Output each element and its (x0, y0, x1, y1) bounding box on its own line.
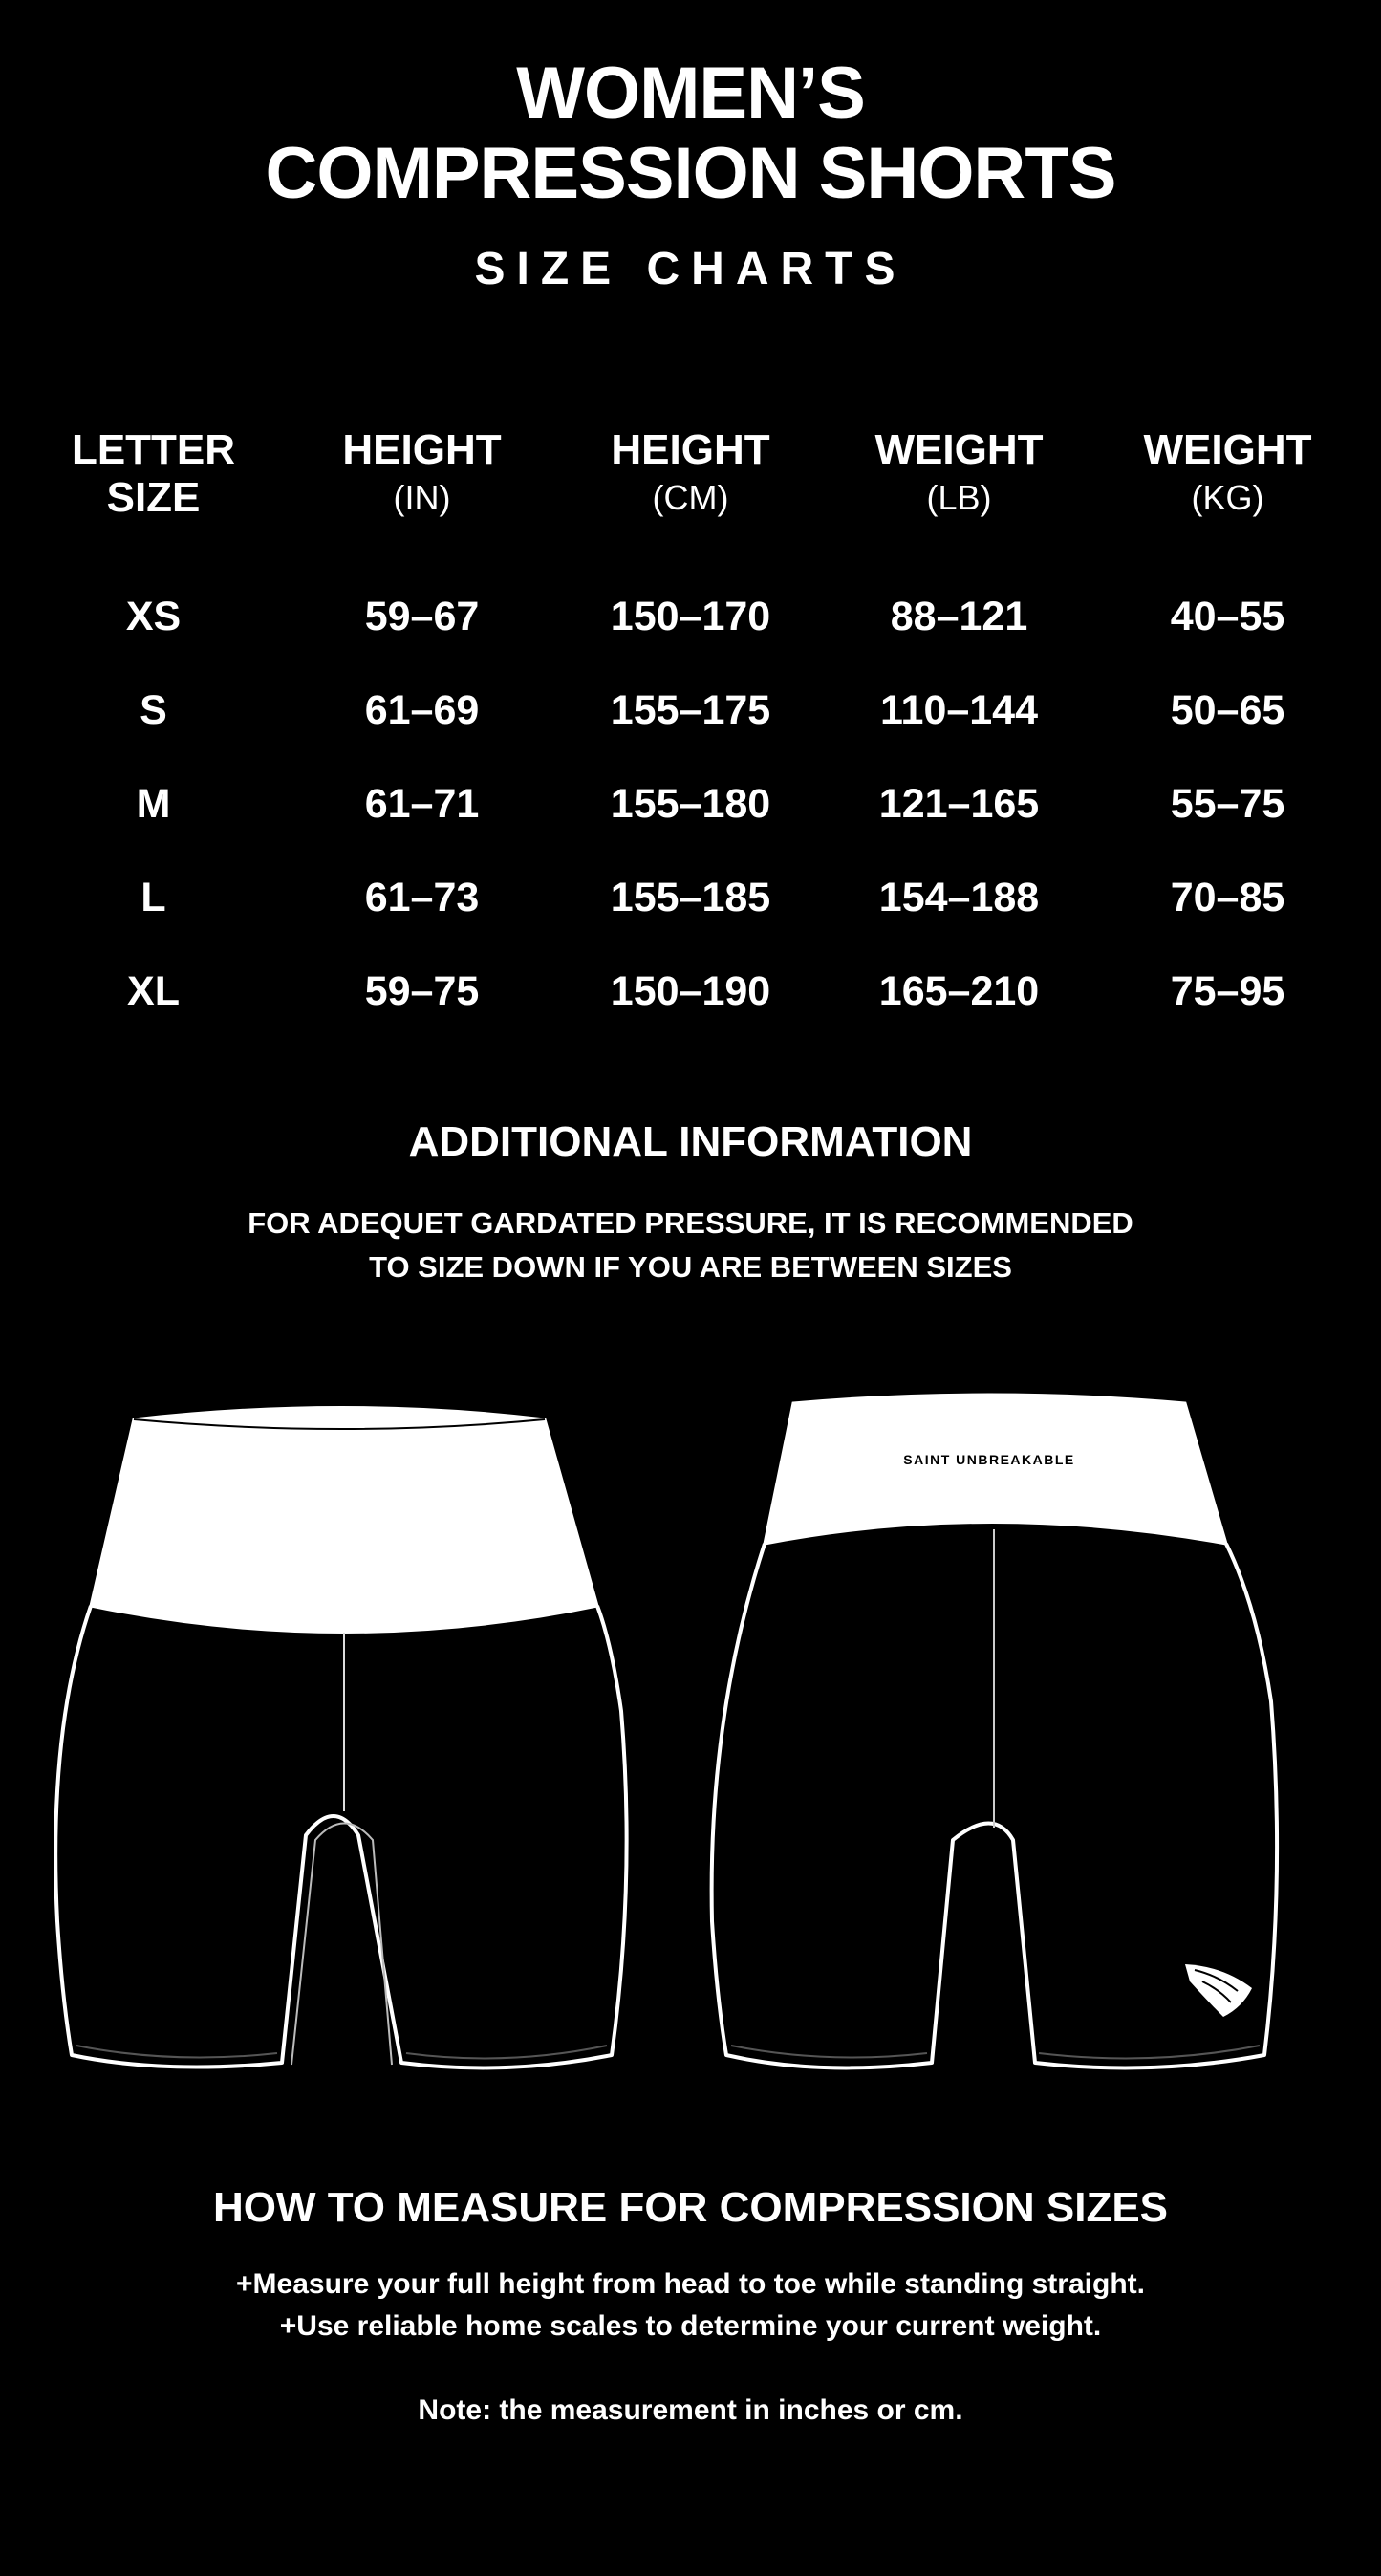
additional-info-text (0, 1201, 1381, 1289)
brand-text: SAINT UNBREAKABLE (903, 1452, 1075, 1467)
cell-height-in: 61–69 (364, 687, 480, 733)
table-row (19, 757, 1362, 851)
shorts-front-illustration (48, 1386, 650, 2093)
size-chart-table (19, 426, 1362, 1038)
back-waistband (765, 1395, 1226, 1544)
title-block (0, 54, 1381, 295)
cell-weight-lb: 88–121 (890, 594, 1028, 639)
page-subtitle: SIZE CHARTS (474, 244, 907, 294)
table-row (19, 944, 1362, 1038)
cell-weight-kg: 75–95 (1170, 968, 1285, 1014)
cell-letter-size: XL (127, 968, 180, 1014)
header-unit: (CM) (652, 478, 729, 517)
cell-weight-kg: 55–75 (1170, 781, 1285, 827)
measure-instructions (0, 2263, 1381, 2348)
cell-height-cm: 155–180 (610, 781, 771, 827)
page-title-line2: COMPRESSION SHORTS (265, 133, 1116, 214)
table-header-row (19, 426, 1362, 570)
table-row (19, 851, 1362, 944)
cell-weight-lb: 121–165 (878, 781, 1040, 827)
shorts-back-illustration (702, 1386, 1305, 2093)
header-unit: (KG) (1191, 478, 1264, 517)
cell-weight-lb: 110–144 (879, 687, 1039, 733)
cell-letter-size: XS (125, 594, 182, 639)
header-unit: (IN) (393, 478, 451, 517)
additional-info-line1: FOR ADEQUET GARDATED PRESSURE, IT IS RECOMMENDED (248, 1206, 1133, 1240)
cell-height-cm: 155–175 (610, 687, 771, 733)
cell-letter-size: M (136, 781, 171, 827)
header-label: HEIGHT (342, 426, 502, 473)
header-label: HEIGHT (611, 426, 770, 473)
header-letter-size (19, 426, 288, 570)
header-label-line2: SIZE (106, 474, 201, 521)
cell-letter-size: S (140, 687, 167, 733)
front-body-outline (55, 1606, 626, 2067)
cell-weight-kg: 40–55 (1170, 594, 1285, 639)
header-weight-kg (1093, 426, 1362, 570)
front-waistband (91, 1408, 597, 1633)
back-right-hem (1039, 2046, 1260, 2058)
front-left-hem (76, 2046, 277, 2058)
header-label: WEIGHT (874, 426, 1044, 473)
cell-letter-size: L (140, 875, 166, 920)
cell-weight-lb: 165–210 (878, 968, 1040, 1014)
back-left-hem (731, 2046, 927, 2058)
cell-height-cm: 155–185 (610, 875, 771, 920)
header-height-in (288, 426, 556, 570)
measure-heading: HOW TO MEASURE FOR COMPRESSION SIZES (212, 2184, 1169, 2231)
cell-weight-lb: 154–188 (878, 875, 1040, 920)
header-label: LETTER (71, 426, 236, 473)
cell-height-in: 61–71 (364, 781, 480, 827)
header-unit: (LB) (926, 478, 992, 517)
measure-line2: +Use reliable home scales to determine your current weight. (279, 2310, 1102, 2342)
additional-info-line2: TO SIZE DOWN IF YOU ARE BETWEEN SIZES (369, 1250, 1012, 1284)
cell-height-in: 61–73 (364, 875, 480, 920)
table-row (19, 570, 1362, 663)
cell-height-cm: 150–170 (610, 594, 771, 639)
cell-weight-kg: 50–65 (1170, 687, 1285, 733)
header-height-cm (556, 426, 825, 570)
wing-logo-icon (1185, 1964, 1252, 2017)
front-gusset-seam (291, 1824, 392, 2066)
page-title-line1: WOMEN’S (516, 53, 865, 134)
table-row (19, 663, 1362, 757)
front-right-hem (406, 2046, 607, 2058)
measure-line1: +Measure your full height from head to toe while standing straight. (236, 2268, 1145, 2300)
cell-weight-kg: 70–85 (1170, 875, 1285, 920)
cell-height-cm: 150–190 (610, 968, 771, 1014)
additional-info-heading: ADDITIONAL INFORMATION (408, 1118, 973, 1165)
measure-note: Note: the measurement in inches or cm. (418, 2394, 963, 2426)
header-label: WEIGHT (1143, 426, 1312, 473)
header-weight-lb (825, 426, 1093, 570)
cell-height-in: 59–67 (364, 594, 480, 639)
cell-height-in: 59–75 (364, 968, 480, 1014)
